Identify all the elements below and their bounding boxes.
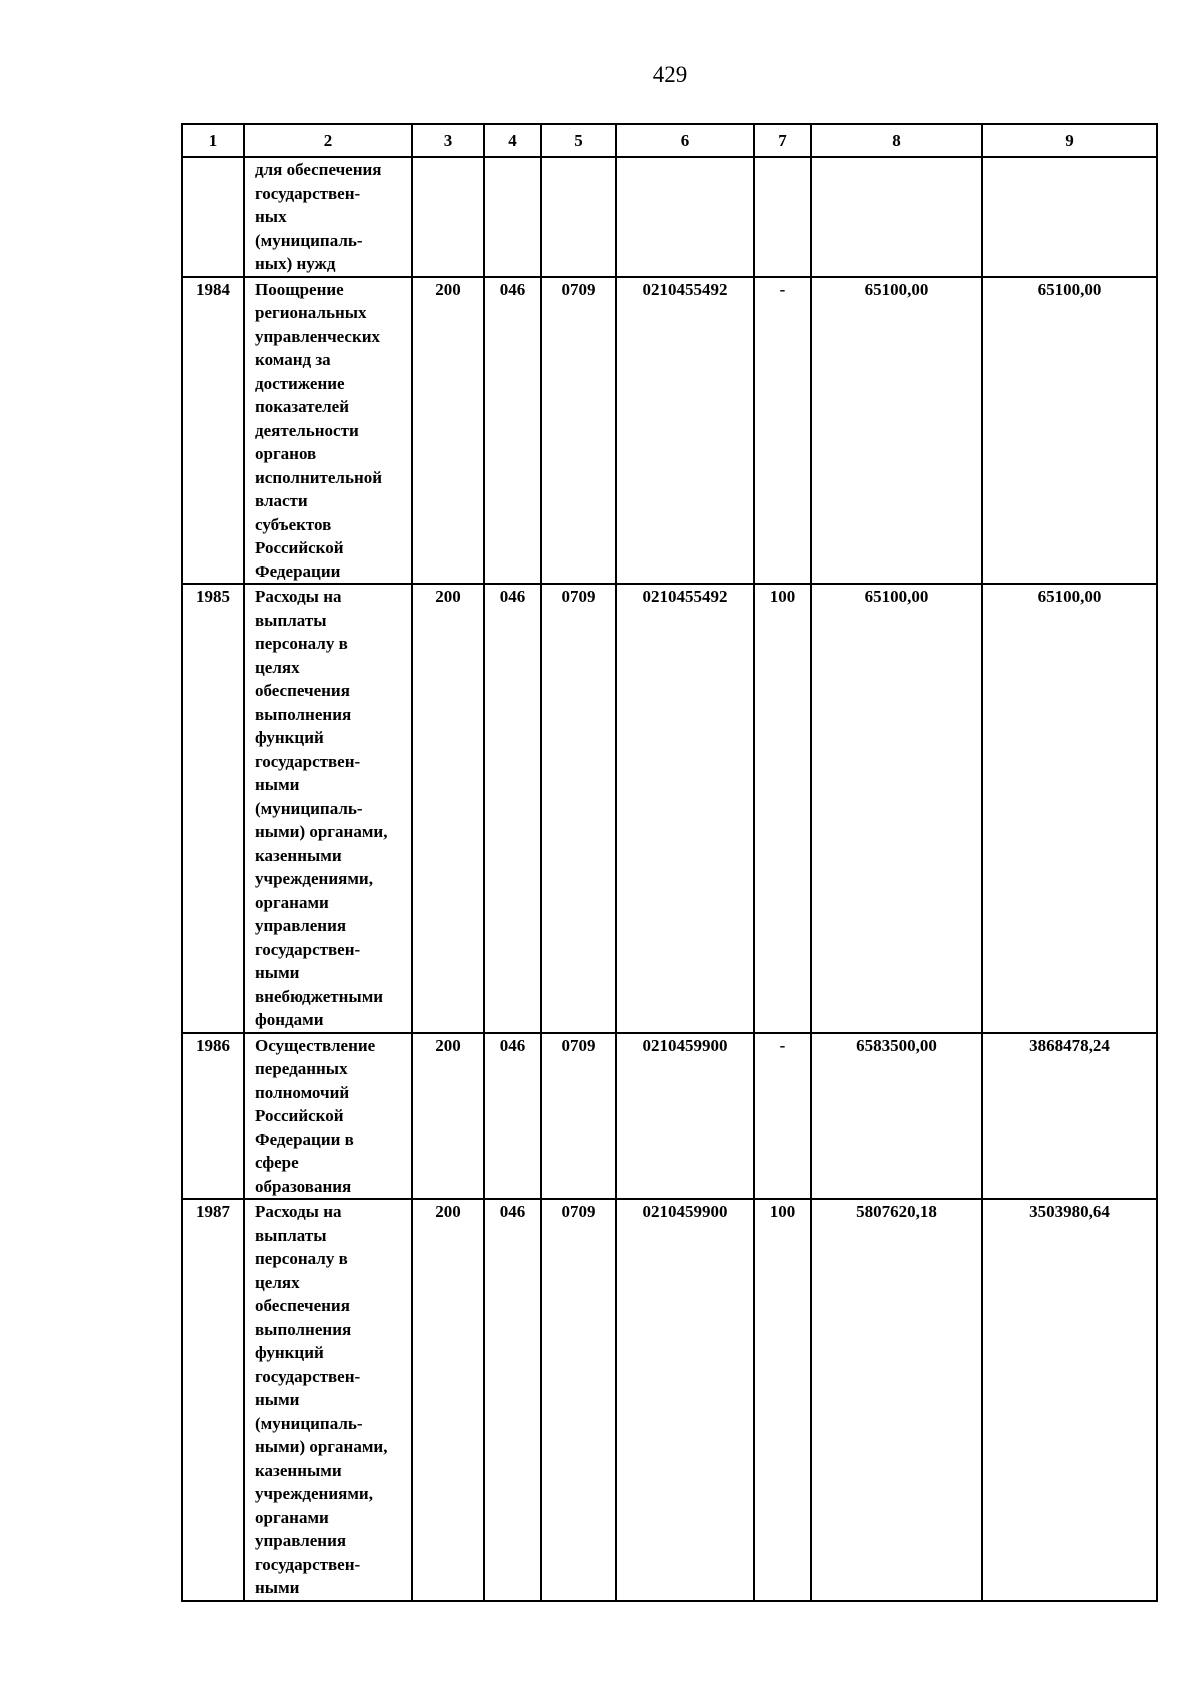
row-number-cell: 1984: [182, 277, 244, 585]
cell-col4: 046: [484, 277, 541, 585]
column-header: 2: [244, 124, 412, 157]
cell-col8: 5807620,18: [811, 1199, 982, 1601]
cell-col4: [484, 157, 541, 277]
column-header: 7: [754, 124, 811, 157]
row-number-cell: 1986: [182, 1033, 244, 1200]
cell-col5: 0709: [541, 1033, 616, 1200]
cell-col7: -: [754, 277, 811, 585]
cell-col7: [754, 157, 811, 277]
cell-col3: 200: [412, 1033, 484, 1200]
cell-col6: 0210459900: [616, 1199, 754, 1601]
cell-col6: [616, 157, 754, 277]
cell-col8: [811, 157, 982, 277]
cell-col5: 0709: [541, 584, 616, 1033]
header-row: [182, 124, 1157, 157]
cell-col5: 0709: [541, 277, 616, 585]
cell-col3: 200: [412, 1199, 484, 1601]
cell-col8: 65100,00: [811, 584, 982, 1033]
cell-col6: 0210455492: [616, 277, 754, 585]
budget-table: [181, 123, 1158, 1602]
cell-col7: 100: [754, 584, 811, 1033]
column-header: 8: [811, 124, 982, 157]
cell-col6: 0210459900: [616, 1033, 754, 1200]
cell-col7: -: [754, 1033, 811, 1200]
table-body: [182, 157, 1157, 1601]
table-row: [182, 1199, 1157, 1601]
cell-col4: 046: [484, 1033, 541, 1200]
row-name-cell: Расходы на выплаты персоналу в целях обеспечения выполнения функций государствен- ными (муниципаль- ными) органами, казенными учреждениями, органами управления государствен- ными: [244, 1199, 412, 1601]
column-header: 9: [982, 124, 1157, 157]
cell-col4: 046: [484, 584, 541, 1033]
cell-col6: 0210455492: [616, 584, 754, 1033]
row-name-cell: для обеспечения государствен- ных (муниципаль- ных) нужд: [244, 157, 412, 277]
column-header: 1: [182, 124, 244, 157]
cell-col7: 100: [754, 1199, 811, 1601]
column-header: 5: [541, 124, 616, 157]
cell-col8: 65100,00: [811, 277, 982, 585]
cell-col3: [412, 157, 484, 277]
cell-col3: 200: [412, 584, 484, 1033]
column-header: 3: [412, 124, 484, 157]
cell-col9: [982, 157, 1157, 277]
cell-col9: 3868478,24: [982, 1033, 1157, 1200]
column-header: 4: [484, 124, 541, 157]
cell-col3: 200: [412, 277, 484, 585]
page-number: 429: [652, 62, 688, 87]
cell-col9: 65100,00: [982, 584, 1157, 1033]
table-row: [182, 277, 1157, 585]
table-row: [182, 1033, 1157, 1200]
cell-col5: [541, 157, 616, 277]
row-number-cell: [182, 157, 244, 277]
table-row: [182, 157, 1157, 277]
table-row: [182, 584, 1157, 1033]
cell-col9: 3503980,64: [982, 1199, 1157, 1601]
row-number-cell: 1985: [182, 584, 244, 1033]
row-number-cell: 1987: [182, 1199, 244, 1601]
cell-col4: 046: [484, 1199, 541, 1601]
row-name-cell: Расходы на выплаты персоналу в целях обеспечения выполнения функций государствен- ными (муниципаль- ными) органами, казенными учреждениями, органами управления государствен- ными внебюджетными фондами: [244, 584, 412, 1033]
cell-col5: 0709: [541, 1199, 616, 1601]
cell-col8: 6583500,00: [811, 1033, 982, 1200]
row-name-cell: Поощрение региональных управленческих команд за достижение показателей деятельности органов исполнительной власти субъектов Российской Федерации: [244, 277, 412, 585]
row-name-cell: Осуществление переданных полномочий Российской Федерации в сфере образования: [244, 1033, 412, 1200]
cell-col9: 65100,00: [982, 277, 1157, 585]
column-header: 6: [616, 124, 754, 157]
